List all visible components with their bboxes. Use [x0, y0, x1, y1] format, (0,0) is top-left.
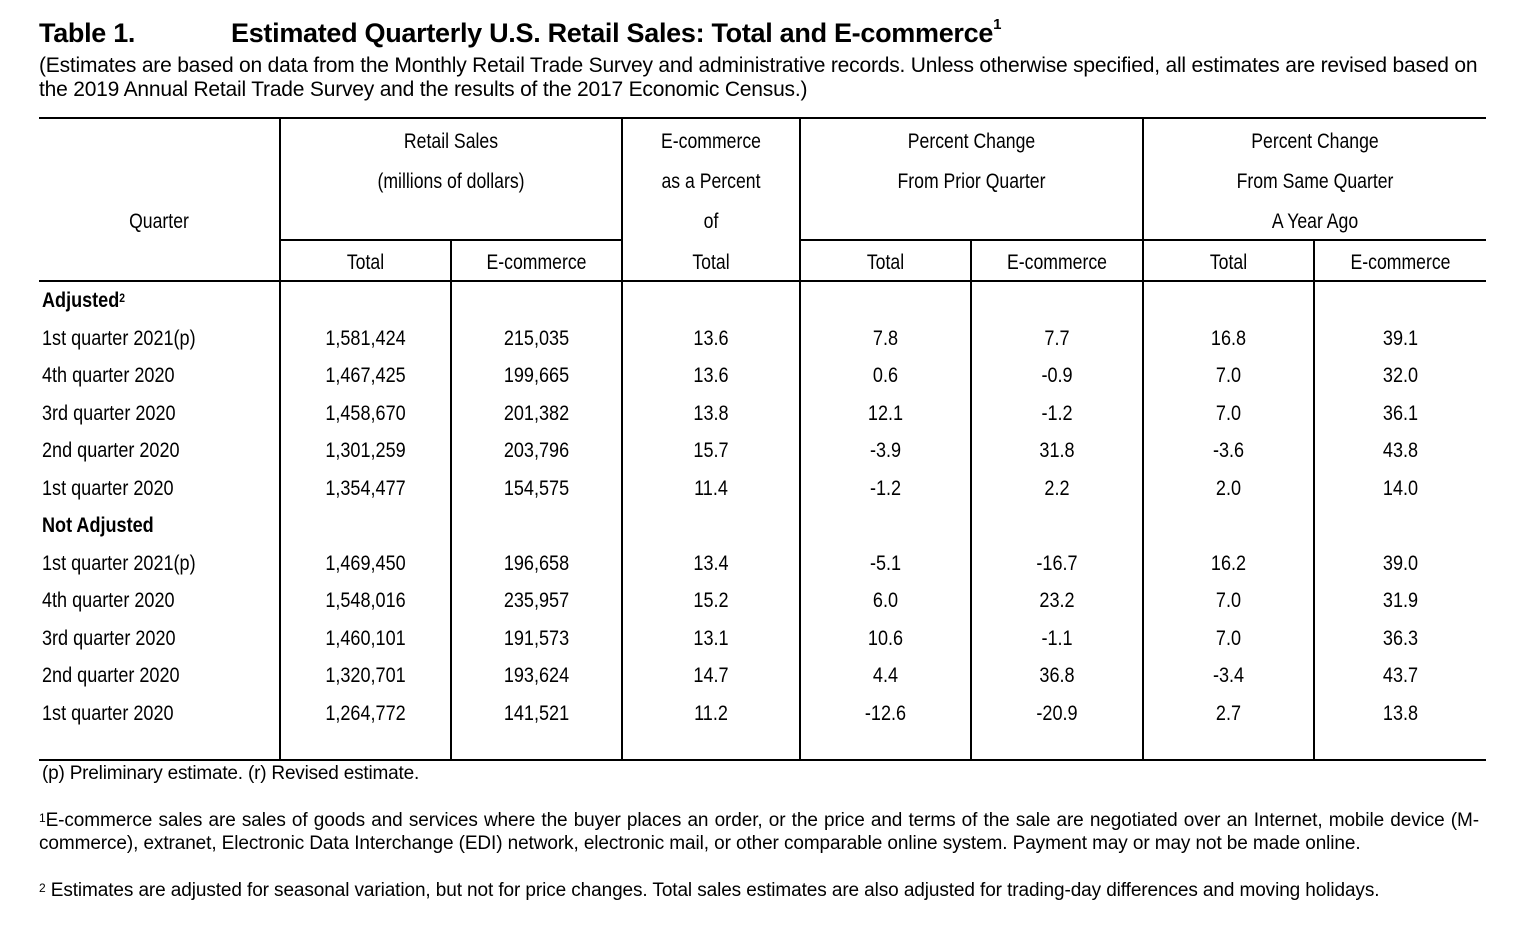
header-ecom-pct-4: Total: [692, 251, 730, 274]
table-cell: 1,354,477: [325, 476, 406, 500]
header-prior-quarter-1: Percent Change: [907, 130, 1036, 153]
table-title: [39, 18, 1001, 49]
row-quarter-label: 1st quarter 2021(p): [42, 551, 196, 575]
table-cell: 191,573: [503, 626, 570, 650]
section-label-text: Not Adjusted: [42, 514, 154, 537]
table-cell: 1,548,016: [325, 589, 406, 612]
table-cell: 14.0: [1382, 476, 1419, 500]
table-cell: 11.4: [694, 476, 728, 500]
table-cell: 31.9: [1382, 589, 1419, 612]
table-cell: 31.8: [1039, 439, 1075, 462]
header-prior-total: Total: [866, 251, 905, 274]
table-number: Table 1.: [39, 18, 136, 48]
col-rule-5: [970, 239, 972, 761]
table-cell: 6.0: [872, 589, 899, 612]
table-cell: 16.2: [1210, 551, 1247, 575]
table-cell: 7.0: [1215, 589, 1242, 612]
table-cell: 16.8: [1210, 326, 1247, 350]
row-quarter-label: 3rd quarter 2020: [42, 401, 176, 425]
table-cell: -0.9: [1041, 364, 1073, 387]
table-cell: 154,575: [503, 476, 570, 500]
table-cell: 1,458,670: [325, 401, 406, 425]
header-ecom-pct-3: of: [703, 210, 719, 233]
table-cell: -16.7: [1036, 551, 1078, 575]
header-yearago-ecommerce: E-commerce: [1350, 251, 1451, 274]
header-retail-ecommerce: E-commerce: [486, 251, 587, 274]
table-cell: 32.0: [1382, 364, 1419, 387]
header-year-ago-2: From Same Quarter: [1236, 170, 1394, 193]
footnote-2: [39, 879, 1479, 902]
table-cell: 43.8: [1382, 439, 1419, 462]
title-text: Estimated Quarterly U.S. Retail Sales: Total and E-commerce: [231, 18, 994, 48]
table-cell: 11.2: [694, 701, 728, 725]
footnote-1-text: E-commerce sales are sales of goods and services where the buyer places an order, or the price and terms of the sale are negotiated over an Internet, mobile device (M-commerce), extranet, Electronic Data Interchange (EDI) network, electronic mail, or other comparable online system. Payment may or may not be made online.: [39, 810, 1479, 854]
header-prior-quarter-2: From Prior Quarter: [897, 170, 1046, 193]
header-year-ago-1: Percent Change: [1251, 130, 1379, 153]
table-cell: 1,264,772: [325, 701, 406, 725]
table-bottom-rule: [39, 759, 1486, 761]
section-footnote-mark: 2: [119, 291, 126, 305]
table-cell: 1,581,424: [325, 326, 406, 350]
table-cell: 7.0: [1215, 364, 1242, 387]
table-cell: 1,467,425: [325, 364, 406, 387]
table-cell: 0.6: [872, 364, 899, 387]
table-cell: 13.1: [693, 626, 729, 650]
table-cell: -3.9: [869, 439, 902, 462]
table-cell: 39.1: [1382, 326, 1419, 350]
table-cell: -3.6: [1212, 439, 1245, 462]
table-cell: 15.7: [693, 439, 729, 462]
table-cell: 1,320,701: [325, 664, 406, 687]
table-cell: 1,469,450: [325, 551, 406, 575]
row-quarter-label: 2nd quarter 2020: [42, 439, 180, 462]
table-cell: 13.6: [693, 364, 729, 387]
row-quarter-label: 1st quarter 2020: [42, 476, 174, 500]
table-cell: 7.7: [1044, 326, 1070, 350]
col-rule-7: [1313, 239, 1315, 761]
col-rule-4: [799, 117, 801, 761]
table-subtitle: (Estimates are based on data from the Monthly Retail Trade Survey and administrative records. Unless otherwise specified, all estimates are revised based on the 2019 Annual Retail Trade Survey and the results of the 2017 Economic Census.): [39, 54, 1478, 101]
table-cell: 203,796: [503, 439, 570, 462]
table-cell: 199,665: [503, 364, 570, 387]
header-quarter: Quarter: [129, 210, 189, 233]
header-retail-sales: Retail Sales: [403, 130, 499, 153]
table-cell: 2.2: [1044, 476, 1070, 500]
col-rule-3: [621, 117, 623, 761]
footnote-preliminary: (p) Preliminary estimate. (r) Revised estimate.: [42, 763, 420, 784]
table-cell: 12.1: [867, 401, 904, 425]
table-cell: 36.1: [1382, 401, 1419, 425]
table-cell: 13.6: [693, 326, 729, 350]
table-cell: 1,460,101: [325, 626, 406, 650]
table-top-rule: [39, 117, 1486, 119]
table-cell: 10.6: [867, 626, 904, 650]
table-cell: 14.7: [693, 664, 729, 687]
footnote-1: [39, 809, 1479, 855]
table-cell: -1.2: [869, 476, 902, 500]
table-cell: 13.4: [693, 551, 729, 575]
table-cell: 2.7: [1215, 701, 1242, 725]
table-cell: -5.1: [869, 551, 902, 575]
col-rule-2: [450, 239, 452, 761]
table-cell: 39.0: [1382, 551, 1419, 575]
header-ecom-pct-1: E-commerce: [661, 130, 761, 153]
table-cell: 196,658: [503, 551, 570, 575]
table-cell: 7.0: [1215, 401, 1242, 425]
table-cell: 193,624: [503, 664, 570, 687]
section-label: [42, 289, 125, 313]
table-cell: 43.7: [1382, 664, 1419, 687]
table-cell: 215,035: [503, 326, 570, 350]
table-cell: 36.8: [1039, 664, 1075, 687]
section-label: [42, 514, 154, 538]
table-cell: -12.6: [864, 701, 907, 725]
footnote-2-text: Estimates are adjusted for seasonal variation, but not for price changes. Total sales estimates are also adjusted for trading-day differences and moving holidays.: [50, 880, 1380, 901]
header-bottom-rule: [39, 280, 1486, 282]
row-quarter-label: 4th quarter 2020: [42, 364, 175, 387]
title-footnote-mark: 1: [993, 16, 1002, 33]
col-rule-6: [1142, 117, 1144, 761]
table-cell: 7.0: [1215, 626, 1242, 650]
table-cell: 23.2: [1039, 589, 1075, 612]
row-quarter-label: 1st quarter 2020: [42, 701, 174, 725]
table-cell: 13.8: [1382, 701, 1419, 725]
header-retail-units: (millions of dollars): [377, 170, 525, 193]
table-cell: -1.1: [1041, 626, 1073, 650]
table-cell: 1,301,259: [325, 439, 406, 462]
footnote-2-mark: 2: [39, 881, 46, 895]
header-prior-ecommerce: E-commerce: [1007, 251, 1107, 274]
table-cell: 7.8: [872, 326, 899, 350]
header-year-ago-3: A Year Ago: [1271, 210, 1359, 233]
table-cell: -3.4: [1212, 664, 1245, 687]
row-quarter-label: 3rd quarter 2020: [42, 626, 176, 650]
footnote-1-mark: 1: [39, 811, 46, 825]
table-cell: 36.3: [1382, 626, 1419, 650]
table-cell: 4.4: [872, 664, 899, 687]
table-cell: 2.0: [1215, 476, 1242, 500]
table-cell: 15.2: [693, 589, 729, 612]
col-rule-1: [279, 117, 281, 761]
header-ecom-pct-2: as a Percent: [661, 170, 761, 193]
header-yearago-total: Total: [1209, 251, 1248, 274]
section-label-text: Adjusted: [42, 289, 120, 312]
table-cell: 201,382: [503, 401, 570, 425]
header-retail-total: Total: [346, 251, 385, 274]
table-cell: 13.8: [693, 401, 729, 425]
table-cell: -1.2: [1041, 401, 1073, 425]
table-cell: -20.9: [1036, 701, 1078, 725]
row-quarter-label: 1st quarter 2021(p): [42, 326, 196, 350]
row-quarter-label: 2nd quarter 2020: [42, 664, 180, 687]
retail-sales-table: [39, 117, 1486, 761]
row-quarter-label: 4th quarter 2020: [42, 589, 175, 612]
table-cell: 235,957: [503, 589, 570, 612]
table-cell: 141,521: [503, 701, 570, 725]
